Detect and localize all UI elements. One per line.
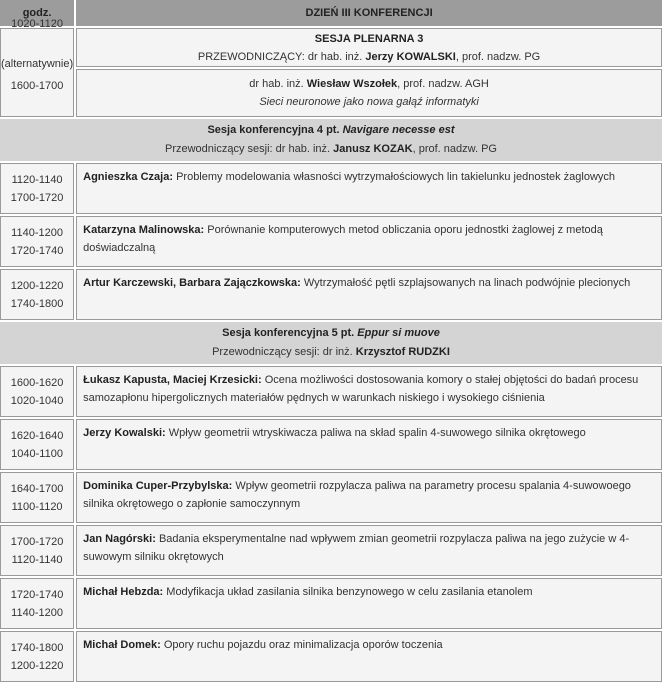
talk-authors: Agnieszka Czaja: bbox=[83, 171, 174, 183]
talk-title: Modyfikacja układ zasilania silnika benzynowego w celu zasilania etanolem bbox=[163, 586, 533, 598]
talk-title: Wytrzymałość pętli szplajsowanych na linach podwójnie plecionych bbox=[300, 277, 631, 289]
talk-title: Wpływ geometrii rozpylacza paliwa na parametry procesu spalania 4-suwowoego silnika okrętowego o zapłonie samoczynnym bbox=[83, 480, 631, 510]
session4-header bbox=[0, 119, 662, 161]
table-row bbox=[0, 578, 662, 629]
session5-chair: Przewodniczący sesji: dr inż. Krzysztof RUDZKI bbox=[212, 346, 450, 358]
session5-chair-name: Krzysztof RUDZKI bbox=[355, 346, 450, 358]
talk-entry bbox=[76, 472, 662, 523]
table-row bbox=[0, 419, 662, 470]
table-row bbox=[0, 163, 662, 214]
talk-authors: Jan Nagórski: bbox=[83, 533, 156, 545]
plenary-row bbox=[0, 28, 662, 67]
talk-entry bbox=[76, 419, 662, 470]
talk-time: 1600-1620 1020-1040 bbox=[0, 366, 74, 417]
session4-chair: Przewodniczący sesji: dr hab. inż. Janusz KOZAK, prof. nadzw. PG bbox=[165, 143, 497, 155]
table-row bbox=[0, 631, 662, 682]
plenary-alt-label: (alternatywnie) bbox=[1, 57, 74, 70]
talk-authors: Michał Hebzda: bbox=[83, 586, 164, 598]
plenary-lecture-row bbox=[0, 69, 662, 117]
table-row bbox=[0, 366, 662, 417]
talk-title: Opory ruchu pojazdu oraz minimalizacja oporów toczenia bbox=[160, 639, 443, 651]
plenary-chair-name: Jerzy KOWALSKI bbox=[365, 51, 456, 63]
table-row bbox=[0, 216, 662, 267]
talk-time: 1720-1740 1140-1200 bbox=[0, 578, 74, 629]
session5-title: Sesja konferencyjna 5 pt. Eppur si muove bbox=[222, 327, 440, 339]
talk-time: 1740-1800 1200-1220 bbox=[0, 631, 74, 682]
talk-time: 1140-1200 1720-1740 bbox=[0, 216, 74, 267]
talk-entry bbox=[76, 216, 662, 267]
session5-header bbox=[0, 322, 662, 364]
plenary-speaker-name: Wiesław Wszołek bbox=[306, 78, 398, 90]
talk-time: 1620-1640 1040-1100 bbox=[0, 419, 74, 470]
plenary-time-cell bbox=[0, 17, 74, 117]
talk-title: Badania eksperymentalne nad wpływem zmian geometrii rozpylacza paliwa na jego zużycie w 4-suwowym silniku okrętowych bbox=[83, 533, 630, 563]
talk-authors: Jerzy Kowalski: bbox=[83, 427, 166, 439]
table-row bbox=[0, 472, 662, 523]
talk-time: 1200-1220 1740-1800 bbox=[0, 269, 74, 320]
session5-header-row bbox=[0, 322, 662, 364]
plenary-info-cell bbox=[76, 28, 662, 67]
table-row bbox=[0, 525, 662, 576]
talk-title: Porównanie komputerowych metod obliczania oporu jednostki żaglowej z metodą doświadczalną bbox=[83, 224, 603, 254]
plenary-time-1: 1020-1120 bbox=[11, 17, 63, 30]
session4-header-row bbox=[0, 119, 662, 161]
talk-time: 1120-1140 1700-1720 bbox=[0, 163, 74, 214]
talk-entry bbox=[76, 163, 662, 214]
talk-authors: Dominika Cuper-Przybylska: bbox=[83, 480, 233, 492]
talk-time: 1640-1700 1100-1120 bbox=[0, 472, 74, 523]
plenary-time-2: 1600-1700 bbox=[10, 79, 64, 92]
talk-title: Problemy modelowania własności wytrzymałościowych lin takielunku jednostek żaglowych bbox=[173, 171, 616, 183]
session4-chair-name: Janusz KOZAK bbox=[333, 143, 413, 155]
header-row bbox=[0, 0, 662, 26]
talk-authors: Łukasz Kapusta, Maciej Krzesicki: bbox=[83, 374, 262, 386]
talk-entry bbox=[76, 578, 662, 629]
plenary-speaker: dr hab. inż. Wiesław Wszołek, prof. nadzw. AGH bbox=[249, 78, 489, 90]
day-title-header: DZIEŃ III KONFERENCJI bbox=[76, 0, 662, 26]
plenary-title: SESJA PLENARNA 3 bbox=[314, 33, 424, 45]
table-row bbox=[0, 269, 662, 320]
time-column-header: godz. bbox=[0, 0, 74, 26]
session4-title: Sesja konferencyjna 4 pt. Navigare necesse est bbox=[207, 124, 455, 136]
talk-entry bbox=[76, 525, 662, 576]
talk-entry bbox=[76, 631, 662, 682]
talk-time: 1700-1720 1120-1140 bbox=[0, 525, 74, 576]
plenary-lecture-cell bbox=[76, 69, 662, 117]
plenary-talk-title: Sieci neuronowe jako nowa gałąź informatyki bbox=[259, 96, 479, 108]
talk-entry bbox=[76, 366, 662, 417]
talk-authors: Michał Domek: bbox=[83, 639, 161, 651]
plenary-chair: PRZEWODNICZĄCY: dr hab. inż. Jerzy KOWALSKI, prof. nadzw. PG bbox=[197, 51, 541, 63]
talk-title: Ocena możliwości dostosowania komory o stałej objętości do badań procesu samozapłonu hipergolicznych materiałów pędnych w warunkach niskiego i wysokiego ciśnienia bbox=[83, 374, 639, 404]
talk-authors: Katarzyna Malinowska: bbox=[83, 224, 205, 236]
talk-authors: Artur Karczewski, Barbara Zajączkowska: bbox=[83, 277, 301, 289]
talk-title: Wpływ geometrii wtryskiwacza paliwa na skład spalin 4-suwowego silnika okrętowego bbox=[165, 427, 586, 439]
talk-entry bbox=[76, 269, 662, 320]
